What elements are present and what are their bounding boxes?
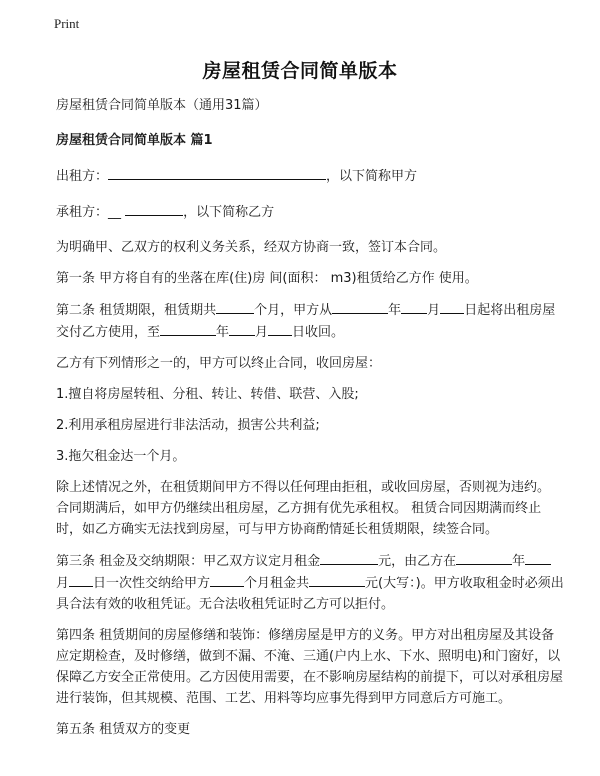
end-day-blank	[268, 321, 292, 336]
lessor-line	[56, 165, 564, 187]
article-2-text-h: 日收回。	[292, 325, 345, 340]
termination-item-1: 1.擅自将房屋转租、分租、转让、转借、联营、入股;	[56, 387, 359, 402]
contract-intro: 为明确甲、乙双方的权利义务关系，经双方协商一致，签订本合同。	[56, 240, 447, 255]
lessor-name-blank	[108, 165, 326, 180]
termination-item-2: 2.利用承租房屋进行非法活动，损害公共利益;	[56, 418, 320, 433]
article-3-text-f: 个月租金共	[244, 576, 310, 591]
section-heading: 房屋租赁合同简单版本 篇1	[56, 133, 213, 148]
article-3	[56, 550, 564, 615]
article-2-text-g: 月	[255, 325, 269, 340]
document-body	[56, 95, 564, 750]
article-1: 第一条 甲方将自有的坐落在库(住)房 间(面积： m3)租赁给乙方作 使用。	[56, 271, 478, 286]
end-month-blank	[229, 321, 255, 336]
article-3-text-d: 月	[56, 576, 70, 591]
lessee-line	[56, 201, 564, 223]
article-2-text-d: 月	[427, 303, 441, 318]
article-2-text-b: 个月，甲方从	[254, 303, 333, 318]
pay-month-blank	[525, 550, 551, 565]
lessee-label: 承租方：	[56, 205, 109, 220]
start-day-blank	[440, 299, 464, 314]
document-title: 房屋租赁合同简单版本	[202, 60, 398, 82]
start-month-blank	[401, 299, 427, 314]
lessee-suffix: ，以下简称乙方	[183, 205, 275, 220]
pay-day-blank	[69, 572, 93, 587]
article-2-text-c: 年	[388, 303, 402, 318]
article-4: 第四条 租赁期间的房屋修缮和装饰：修缮房屋是甲方的义务。甲方对出租房屋及其设备应定期检查，及时修缮，做到不漏、不淹、三通(户内上水、下水、照明电)和门窗好，以保障乙方安全正常使用。乙方因使用需要，在不影响房屋结构的前提下，可以对承租房屋进行装饰，但其规模、范围、工艺、用料等均应事先得到甲方同意后方可施工。	[56, 628, 564, 706]
article-3-text-g: 元(大写：	[365, 576, 416, 591]
article-3-text-h: )。甲方收取租金时必须出具合法有效的收租凭证。无合法收租凭证时乙方可以拒付。	[56, 576, 564, 612]
termination-item-3: 3.拖欠租金达一个月。	[56, 449, 186, 464]
article-2-text-a: 第二条 租赁期限，租赁期共	[56, 303, 217, 318]
article-2-text-e: 日起将出租房屋交付乙方使用，至	[56, 303, 556, 340]
end-year-blank	[160, 321, 216, 336]
article-2	[56, 299, 564, 343]
article-5: 第五条 租赁双方的变更	[56, 722, 191, 737]
start-year-blank	[332, 299, 388, 314]
monthly-rent-blank	[320, 550, 378, 565]
lessee-blank-prefix: __	[108, 205, 122, 220]
article-3-text-c: 年	[512, 554, 526, 569]
document-subtitle: 房屋租赁合同简单版本（通用31篇）	[56, 98, 268, 113]
lease-months-blank	[216, 299, 254, 314]
print-link[interactable]: Print	[54, 16, 80, 31]
article-3-text-a: 第三条 租金及交纳期限：甲乙双方议定月租金	[56, 554, 321, 569]
pay-months-blank	[210, 572, 244, 587]
pay-year-blank	[456, 550, 512, 565]
lessor-suffix: ，以下简称甲方	[326, 169, 418, 184]
total-rent-blank	[309, 572, 365, 587]
article-2-text-f: 年	[216, 325, 230, 340]
article-3-text-b: 元，由乙方在	[378, 554, 457, 569]
lessor-label: 出租方：	[56, 169, 109, 184]
termination-intro: 乙方有下列情形之一的，甲方可以终止合同，收回房屋：	[56, 356, 382, 371]
termination-outro: 除上述情况之外，在租赁期间甲方不得以任何理由拒租，或收回房屋，否则视为违约。 合同期满后，如甲方仍继续出租房屋，乙方拥有优先承租权。 租赁合同因期满而终止时，如乙方确实无法找到房屋，可与甲方协商酌情延长租赁期限，续签合同。	[56, 480, 551, 537]
lessee-name-blank	[125, 201, 183, 216]
article-3-text-e: 日一次性交纳给甲方	[93, 576, 211, 591]
